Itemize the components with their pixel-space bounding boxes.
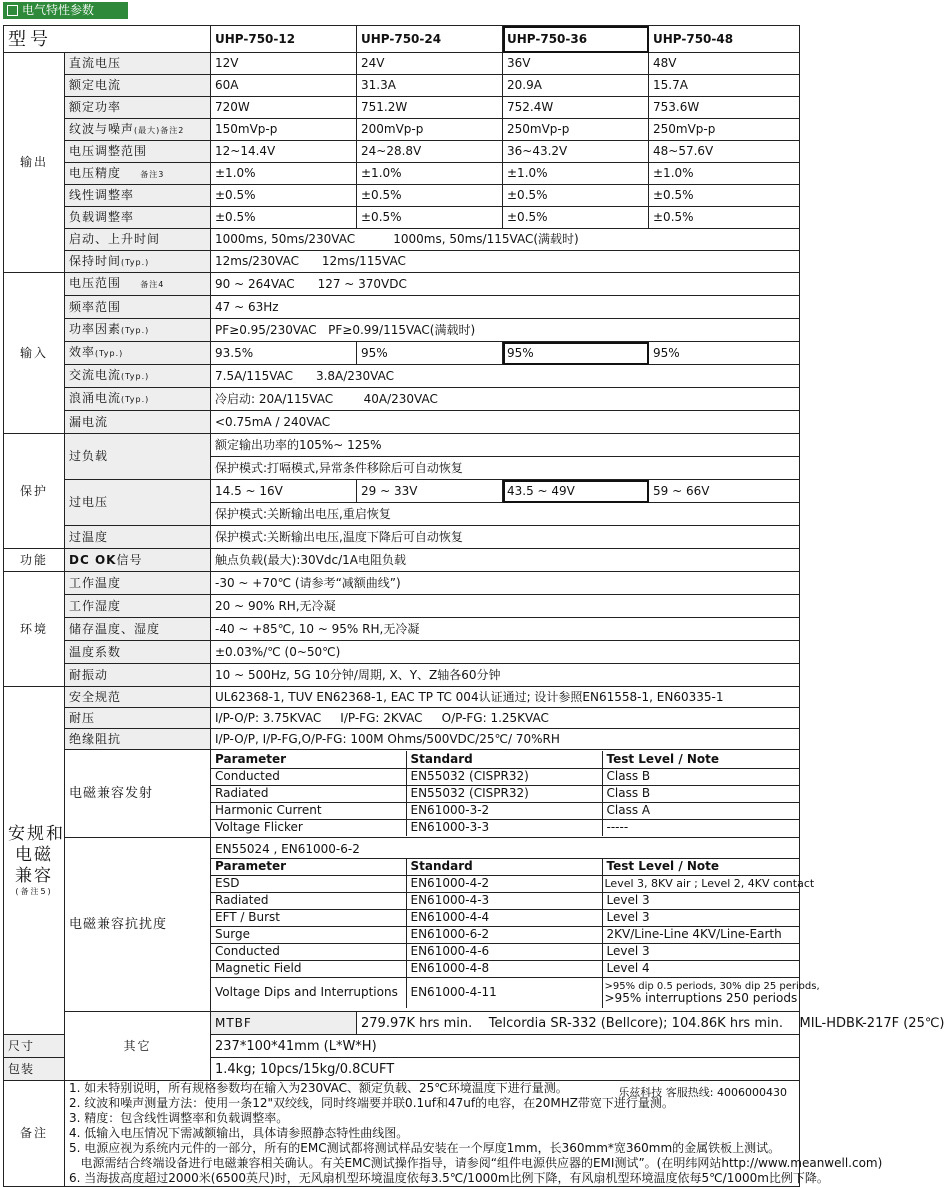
label-work-humidity: 工作湿度 [65,595,211,618]
label-work-temp: 工作温度 [65,572,211,595]
emc-cell: Level 4 [602,960,799,977]
emc-immunity-table [211,841,820,1008]
label-sub: (Typ.) [95,349,124,358]
value-cell: ±0.5% [503,207,649,229]
note-line: 电源需结合终端设备进行电磁兼容相关确认。有关EMC测试操作指导，请参阅“组件电源供应器的EMI测试”。(在明纬网站http://www.meanwell.com) [69,1156,883,1170]
value-cell: 250mVp-p [503,119,649,141]
label-sub: (最大) [134,125,161,135]
value-cell: 20.9A [503,75,649,97]
emc-cell: EN55032 (CISPR32) [406,785,602,802]
emc-cell: Magnetic Field [211,960,406,977]
label-dimension: 尺寸 [4,1035,65,1058]
label-text: 纹波与噪声 [69,121,135,136]
section-banner [3,2,128,19]
label-load-reg: 负载调整率 [65,207,211,229]
value-packing: 1.4kg; 10pcs/15kg/0.8CUFT [211,1058,800,1081]
value-cell: 59 ~ 66V [649,480,800,503]
category-line: 兼容 [15,866,53,886]
value-isolation: I/P-O/P, I/P-FG,O/P-FG: 100M Ohms/500VDC/25℃/ 70%RH [211,729,800,750]
label-text: 功率因素 [69,322,122,336]
banner-title: 电气特性参数 [22,3,95,17]
value-cell: 751.2W [357,97,503,119]
model-header-row [4,26,800,53]
category-input: 输入 [4,273,65,434]
label-frequency: 频率范围 [65,296,211,319]
label-note: 备注3 [140,169,165,179]
value-overtemp: 保护模式:关断输出电压,温度下降后可自动恢复 [211,526,800,549]
label-voltage-tol [65,163,211,185]
model-name: UHP-750-24 [357,26,503,53]
category-output: 输出 [4,53,65,273]
label-overvoltage: 过电压 [65,480,211,526]
value-ac-current: 7.5A/115VAC 3.8A/230VAC [211,365,800,388]
emc-cell-dips-note [602,977,820,1008]
emc-header: Standard [406,858,602,875]
value-cell: 12V [211,53,357,75]
model-name-highlight: UHP-750-36 [503,26,649,53]
value-overvoltage-mode: 保护模式:关断输出电压,重启恢复 [211,503,800,526]
category-line: 安规和 [8,824,65,844]
label-voltage-adj: 电压调整范围 [65,141,211,163]
table-row [211,892,799,909]
emc-cell: EN61000-4-4 [406,909,602,926]
value-cell: 12~14.4V [211,141,357,163]
value-dc-ok: 触点负载(最大):30Vdc/1A电阻负载 [211,549,800,572]
value-cell: ±0.5% [649,185,800,207]
label-inrush [65,388,211,411]
label-sub: (Typ.) [121,372,150,381]
category-note: (备注5) [15,887,53,896]
value-cell: 36V [503,53,649,75]
value-cell: ±1.0% [649,163,800,185]
value-cell: ±0.5% [503,185,649,207]
label-power-factor [65,319,211,342]
value-cell: 95% [503,342,649,365]
value-cell: 43.5 ~ 49V [503,480,649,503]
value-cell: ±0.5% [357,185,503,207]
emc-cell: ESD [211,875,406,892]
note-line: 6. 当海拔高度超过2000米(6500英尺)时，无风扇机型环境温度依每3.5℃/1000m比例下降，有风扇机型环境温度依每5℃/1000m比例下降。 [69,1171,829,1185]
label-overload: 过负载 [65,434,211,480]
category-others: 其它 [65,1012,211,1081]
value-cell: ±1.0% [211,163,357,185]
value-overload: 额定输出功率的105%~ 125% [211,434,800,457]
value-cell: 95% [357,342,503,365]
label-efficiency [65,342,211,365]
emc-cell: EN61000-6-2 [406,926,602,943]
value-frequency: 47 ~ 63Hz [211,296,800,319]
label-line-reg: 线性调整率 [65,185,211,207]
label-text: 信号 [116,552,143,567]
value-cell: 200mVp-p [357,119,503,141]
table-row [211,977,799,1008]
label-rated-current: 额定电流 [65,75,211,97]
table-row [211,785,799,802]
emc-cell: EN61000-4-3 [406,892,602,909]
table-row [211,768,799,785]
emc-header: Test Level / Note [602,858,799,875]
emc-cell: 2KV/Line-Line 4KV/Line-Earth [602,926,799,943]
value-cell: 753.6W [649,97,800,119]
emc-cell: Level 3 [602,943,799,960]
emc-cell: EN61000-4-8 [406,960,602,977]
note-line: 5. 电源应视为系统内元件的一部分，所有的EMC测试都将测试样品安装在一个厚度1mm，长360mm*宽360mm的金属铁板上测试。 [69,1141,781,1155]
emc-cell: EFT / Burst [211,909,406,926]
model-label: 型号 [4,26,211,53]
label-leakage: 漏电流 [65,411,211,434]
value-work-temp: -30 ~ +70℃ (请参考“减额曲线”) [211,572,800,595]
emc-cell: Radiated [211,892,406,909]
value-cell: 29 ~ 33V [357,480,503,503]
category-safety-emc [4,687,65,1035]
emc-header: Standard [406,751,602,768]
emc-cell: Conducted [211,768,406,785]
label-safety-standards: 安全规范 [65,687,211,708]
emc-cell: EN55032 (CISPR32) [406,768,602,785]
label-setup-rise: 启动、上升时间 [65,229,211,251]
emc-cell: Voltage Flicker [211,819,406,836]
label-emc-immunity: 电磁兼容抗扰度 [65,838,211,1012]
category-protection: 保护 [4,434,65,549]
label-text: 保持时间 [69,253,122,268]
emc-emission-cell [211,750,800,838]
note-line: 4. 低输入电压情况下需减额输出，具体请参照静态特性曲线图。 [69,1126,409,1140]
label-text: 浪涌电流 [69,391,122,405]
label-note: 备注4 [140,280,165,289]
emc-emission-table [211,751,799,836]
label-isolation: 绝缘阻抗 [65,729,211,750]
emc-cell: Level 3 [602,909,799,926]
value-cell: ±0.5% [211,207,357,229]
square-icon [7,5,18,16]
model-name: UHP-750-12 [211,26,357,53]
emc-cell: EN61000-3-2 [406,802,602,819]
emc-cell: EN61000-4-6 [406,943,602,960]
value-work-humidity: 20 ~ 90% RH,无冷凝 [211,595,800,618]
label-storage: 储存温度、湿度 [65,618,211,641]
category-environment: 环境 [4,572,65,687]
value-hold-time: 12ms/230VAC 12ms/115VAC [211,251,800,273]
label-text: 交流电流 [69,368,122,382]
value-cell: 24V [357,53,503,75]
value-dimension: 237*100*41mm (L*W*H) [211,1035,800,1058]
emc-cell: Surge [211,926,406,943]
value-cell: 60A [211,75,357,97]
emc-cell: EN61000-4-11 [406,977,602,1008]
label-withstand: 耐压 [65,708,211,729]
dips-note-line: >95% dip 0.5 periods, 30% dip 25 periods, [604,980,820,992]
value-cell: ±0.5% [357,207,503,229]
emc-immunity-cell [211,838,820,1012]
table-row [211,819,799,836]
label-note: 备注2 [160,125,185,135]
value-leakage: <0.75mA / 240VAC [211,411,800,434]
label-text: 效率 [69,345,96,359]
value-cell: ±1.0% [357,163,503,185]
table-row [211,960,799,977]
value-cell: 48V [649,53,800,75]
label-packing: 包装 [4,1058,65,1081]
hotline-text: 乐兹科技 客服热线: 4006000430 [618,1086,787,1099]
value-cell: ±0.5% [649,207,800,229]
category-notes: 备注 [4,1081,65,1187]
value-cell: 48~57.6V [649,141,800,163]
emc-cell: ----- [602,819,799,836]
label-dc-ok [65,549,211,572]
value-inrush: 冷启动: 20A/115VAC 40A/230VAC [211,388,800,411]
value-cell: 36~43.2V [503,141,649,163]
emc-standards-line: EN55024 , EN61000-6-2 [211,841,799,858]
label-sub: (Typ.) [121,326,150,335]
table-row [211,926,799,943]
note-line: 2. 纹波和噪声测量方法：使用一条12"双绞线，同时终端要并联0.1uf和47uf的电容，在20MHZ带宽下进行量测。 [69,1096,674,1110]
value-cell: ±1.0% [503,163,649,185]
category-function: 功能 [4,549,65,572]
label-hold-time [65,251,211,273]
label-emc-emission: 电磁兼容发射 [65,750,211,838]
label-ripple [65,119,211,141]
label-voltage-range [65,273,211,296]
emc-cell: Level 3 [602,892,799,909]
label-overtemp: 过温度 [65,526,211,549]
value-withstand: I/P-O/P: 3.75KVAC I/P-FG: 2KVAC O/P-FG: 1.25KVAC [211,708,800,729]
note-line: 3. 精度：包含线性调整率和负载调整率。 [69,1111,289,1125]
label-mtbf: MTBF [211,1012,357,1035]
value-setup-rise: 1000ms, 50ms/230VAC 1000ms, 50ms/115VAC(满载时) [211,229,800,251]
label-bold: DC OK [69,552,117,567]
label-text: 电压精度 [69,165,122,180]
value-storage: -40 ~ +85℃, 10 ~ 95% RH,无冷凝 [211,618,800,641]
value-cell: 752.4W [503,97,649,119]
note-line: 1. 如未特别说明，所有规格参数均在输入为230VAC、额定负载、25℃环境温度下进行量测。 [69,1081,568,1095]
label-ac-current [65,365,211,388]
value-power-factor: PF≥0.95/230VAC PF≥0.99/115VAC(满载时) [211,319,800,342]
value-cell: 93.5% [211,342,357,365]
emc-cell: Radiated [211,785,406,802]
value-safety-standards: UL62368-1, TUV EN62368-1, EAC TP TC 004认证通过; 设计参照EN61558-1, EN60335-1 [211,687,800,708]
emc-cell: EN61000-3-3 [406,819,602,836]
label-sub: (Typ.) [121,395,150,404]
table-row [211,943,799,960]
value-cell: 24~28.8V [357,141,503,163]
emc-header: Test Level / Note [602,751,799,768]
emc-cell: Class A [602,802,799,819]
value-voltage-range: 90 ~ 264VAC 127 ~ 370VDC [211,273,800,296]
emc-cell: Class B [602,768,799,785]
notes-cell [65,1081,883,1187]
value-cell: 15.7A [649,75,800,97]
model-name: UHP-750-48 [649,26,800,53]
value-cell: ±0.5% [211,185,357,207]
value-vibration: 10 ~ 500Hz, 5G 10分钟/周期, X、Y、Z轴各60分钟 [211,664,800,687]
emc-header: Parameter [211,751,406,768]
table-row [211,875,799,892]
label-rated-power: 额定功率 [65,97,211,119]
value-cell: 150mVp-p [211,119,357,141]
table-row [211,802,799,819]
emc-cell: EN61000-4-2 [406,875,602,892]
value-cell: 95% [649,342,800,365]
category-line: 电磁 [15,845,53,865]
value-cell: 250mVp-p [649,119,800,141]
spec-table [3,25,945,1187]
emc-cell: Voltage Dips and Interruptions [211,977,406,1008]
emc-cell: Class B [602,785,799,802]
value-overload-mode: 保护模式:打嗝模式,异常条件移除后可自动恢复 [211,457,800,480]
emc-cell: Level 3, 8KV air ; Level 2, 4KV contact [602,875,799,892]
value-cell: 720W [211,97,357,119]
value-cell: 14.5 ~ 16V [211,480,357,503]
value-mtbf: 279.97K hrs min. Telcordia SR-332 (Bellcore); 104.86K hrs min. MIL-HDBK-217F (25℃) [357,1012,800,1035]
value-cell: 31.3A [357,75,503,97]
label-temp-coef: 温度系数 [65,641,211,664]
emc-header: Parameter [211,858,406,875]
emc-cell: Harmonic Current [211,802,406,819]
label-sub: (Typ.) [121,257,150,267]
label-text: 电压范围 [69,276,122,290]
label-vibration: 耐振动 [65,664,211,687]
emc-cell: Conducted [211,943,406,960]
table-row [211,909,799,926]
value-temp-coef: ±0.03%/℃ (0~50℃) [211,641,800,664]
label-dc-voltage: 直流电压 [65,53,211,75]
dips-note-line: >95% interruptions 250 periods [604,990,798,1005]
